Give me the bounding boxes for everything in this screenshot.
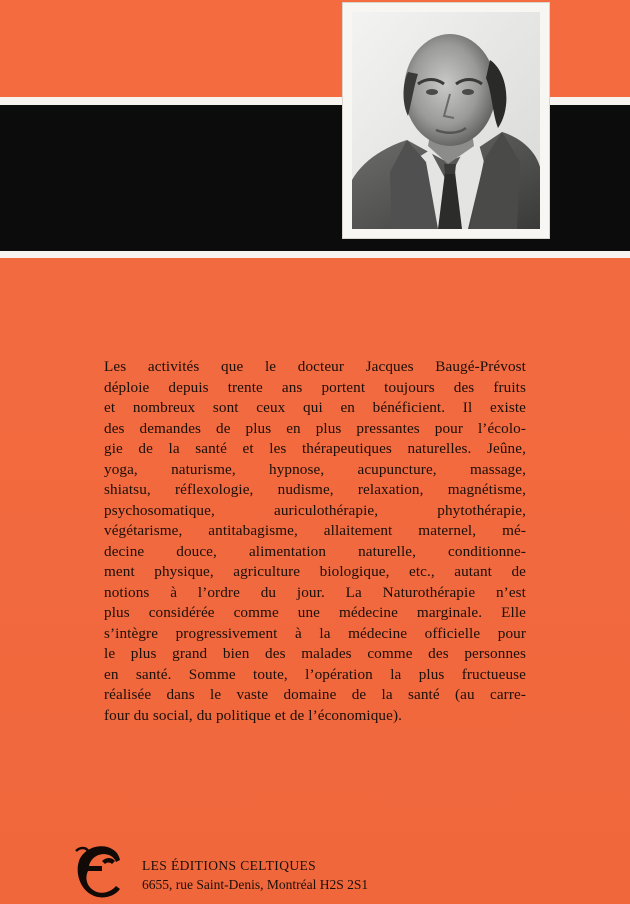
author-portrait-image — [352, 12, 540, 229]
blurb-line: plus considérée comme une médecine marginale. Elle — [104, 604, 526, 621]
blurb-line: ment physique, agriculture biologique, etc., autant de — [104, 563, 526, 580]
blurb-line: Les activités que le docteur Jacques Baugé-Prévost — [104, 358, 526, 375]
blurb-line: four du social, du politique et de l’économique). — [104, 706, 403, 724]
author-portrait-photo — [352, 12, 540, 229]
blurb-line: gie de la santé et les thérapeutiques naturelles. Jeûne, — [104, 440, 526, 457]
blurb-line: s’intègre progressivement à la médecine officielle pour — [104, 624, 526, 642]
publisher-name: LES ÉDITIONS CELTIQUES — [142, 858, 317, 873]
blurb-line: decine douce, alimentation naturelle, conditionne- — [104, 542, 526, 560]
blurb-line: réalisée dans le vaste domaine de la santé (au carre- — [104, 686, 526, 703]
blurb-line: et nombreux sont ceux qui en bénéficient. Il existe — [104, 399, 526, 416]
blurb-line: psychosomatique, auriculothérapie, phytothérapie, — [104, 501, 526, 519]
author-photo-frame — [343, 3, 549, 238]
blurb-line: yoga, naturisme, hypnose, acupuncture, massage, — [104, 460, 526, 478]
white-stripe-bottom — [0, 251, 630, 258]
blurb-line: le plus grand bien des malades comme des personnes — [104, 645, 526, 662]
celtiques-e-logo-icon — [72, 843, 124, 899]
publisher-address: 6655, rue Saint-Denis, Montréal H2S 2S1 — [142, 877, 369, 892]
blurb-line: en santé. Somme toute, l’opération la plus fructueuse — [104, 665, 526, 683]
blurb-line: notions à l’ordre du jour. La Naturothérapie n’est — [104, 583, 526, 601]
publisher-block — [72, 843, 492, 899]
blurb-line: végétarisme, antitabagisme, allaitement maternel, mé- — [104, 522, 526, 539]
blurb-line: déploie depuis trente ans portent toujours des fruits — [104, 378, 526, 396]
back-cover-blurb — [104, 357, 526, 726]
blurb-line: shiatsu, réflexologie, nudisme, relaxation, magnétisme, — [104, 481, 526, 498]
blurb-line: des demandes de plus en plus pressantes pour l’écolo- — [104, 419, 526, 437]
